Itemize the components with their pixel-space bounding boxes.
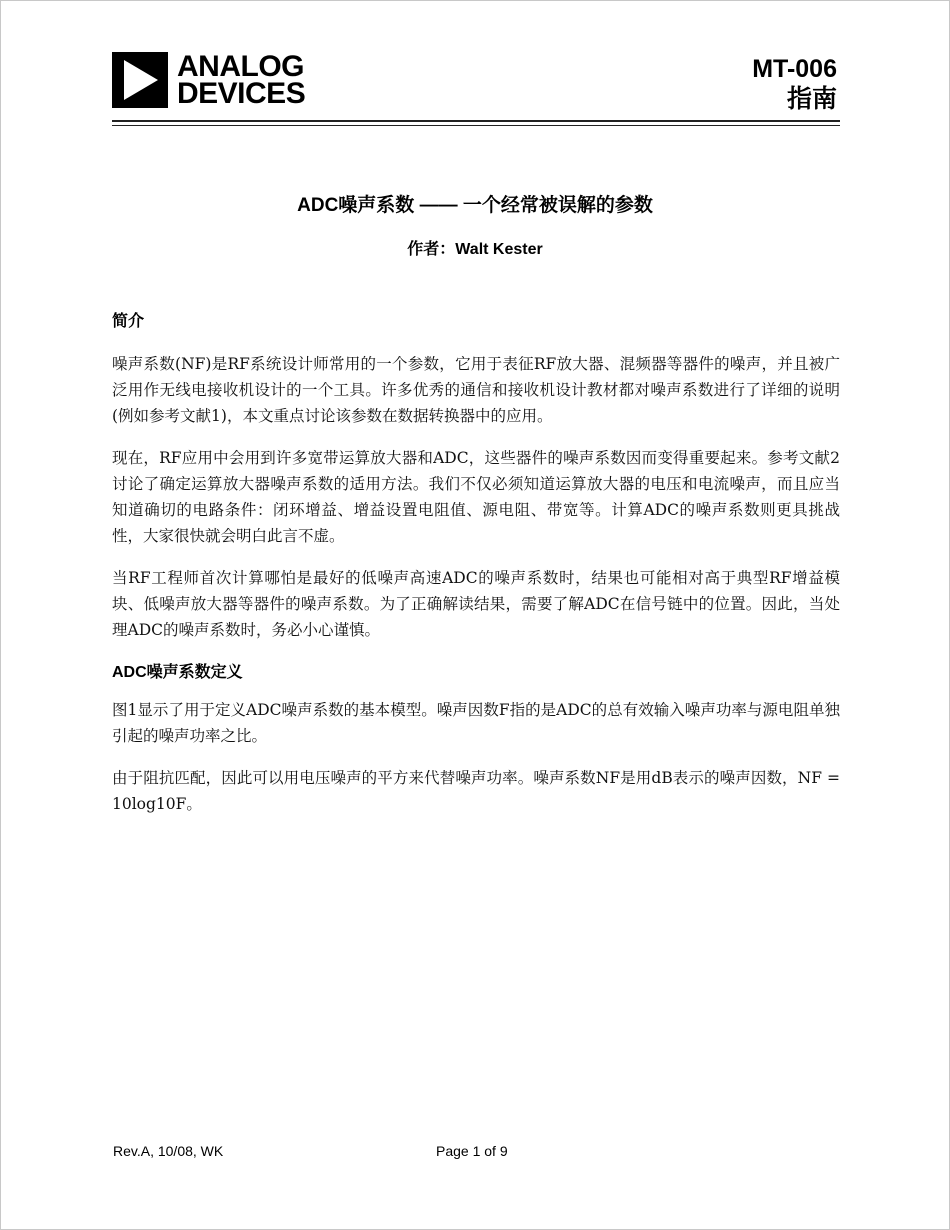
document-body — [112, 308, 840, 833]
page-title: ADC噪声系数 —— 一个经常被误解的参数 — [297, 195, 653, 216]
doc-number: MT-006 — [752, 55, 837, 83]
author-line: 作者：Walt Kester — [407, 241, 543, 258]
section-heading-intro: 简介 — [112, 313, 145, 330]
footer-page-number: Page 1 of 9 — [436, 1143, 508, 1159]
header-rule-thick — [112, 120, 840, 122]
definition-paragraph-2: 由于阻抗匹配，因此可以用电压噪声的平方来代替噪声功率。噪声系数NF是用dB表示的噪声因数，NF = 10log10F。 — [112, 769, 840, 813]
doc-type: 指南 — [786, 85, 837, 113]
header-rule-thin — [112, 125, 840, 126]
section-heading-definition: ADC噪声系数定义 — [112, 664, 243, 681]
logo-line-1: ANALOG — [177, 50, 304, 83]
logo-triangle-icon — [112, 52, 168, 108]
footer-revision: Rev.A, 10/08, WK — [113, 1143, 224, 1159]
intro-paragraph-1: 噪声系数(NF)是RF系统设计师常用的一个参数，它用于表征RF放大器、混频器等器件的噪声，并且被广泛用作无线电接收机设计的一个工具。许多优秀的通信和接收机设计教材都对噪声系数进行了详细的说明(例如参考文献1)，本文重点讨论该参数在数据转换器中的应用。 — [112, 355, 840, 425]
analog-devices-logo — [112, 52, 305, 108]
logo-line-2: DEVICES — [177, 77, 306, 110]
logo-wordmark — [177, 50, 306, 110]
definition-paragraph-1: 图1显示了用于定义ADC噪声系数的基本模型。噪声因数F指的是ADC的总有效输入噪声功率与源电阻单独引起的噪声功率之比。 — [112, 701, 840, 745]
intro-paragraph-2: 现在，RF应用中会用到许多宽带运算放大器和ADC，这些器件的噪声系数因而变得重要起来。参考文献2讨论了确定运算放大器噪声系数的适用方法。我们不仅必须知道运算放大器的电压和电流噪声，而且应当知道确切的电路条件：闭环增益、增益设置电阻值、源电阻、带宽等。计算ADC的噪声系数则更具挑战性，大家很快就会明白此言不虚。 — [112, 449, 840, 545]
document-id — [752, 54, 837, 114]
intro-paragraph-3: 当RF工程师首次计算哪怕是最好的低噪声高速ADC的噪声系数时，结果也可能相对高于典型RF增益模块、低噪声放大器等器件的噪声系数。为了正确解读结果，需要了解ADC在信号链中的位置。因此，当处理ADC的噪声系数时，务必小心谨慎。 — [112, 569, 840, 639]
